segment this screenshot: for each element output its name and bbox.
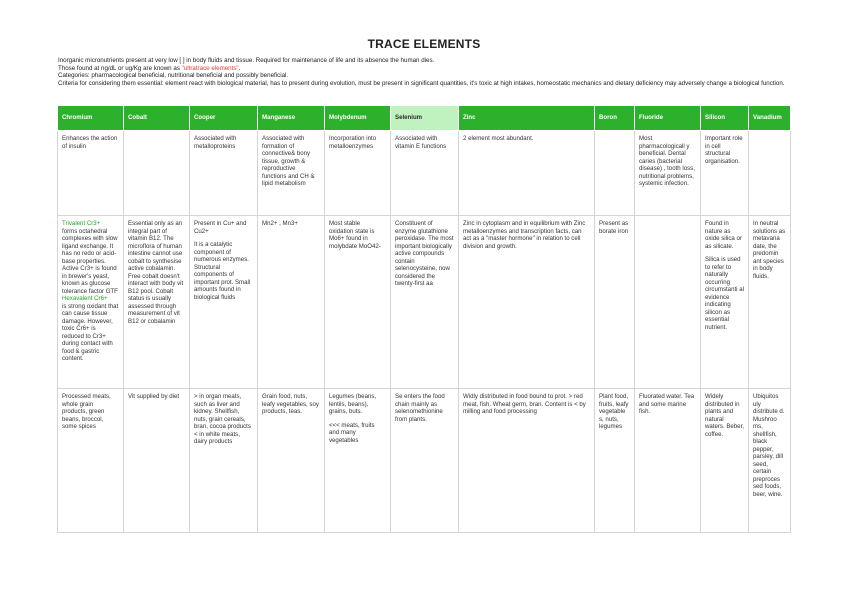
cell-selenium-role: Associated with vitamin E functions (391, 131, 459, 216)
col-header-chromium: Chromium (58, 106, 124, 131)
cell-cobalt-sources: Vit supplied by diet (124, 389, 190, 533)
cell-vanadium-role (749, 131, 791, 216)
molybdenum-sources-2: <<< meats, fruits and many vegetables (329, 421, 375, 444)
cell-fluoride-sources: Fluorated water. Tea and some marine fish. (635, 389, 701, 533)
cell-chromium-role: Enhances the action of insulin (58, 131, 124, 216)
col-header-cobalt: Cobalt (124, 106, 190, 131)
table-row-role (58, 131, 791, 216)
cell-chromium-forms (58, 216, 124, 389)
trivalent-label: Trivalent Cr3+ (62, 220, 101, 227)
ultratrace-highlight: "ultratrace elements" (181, 64, 239, 72)
cell-molybdenum-sources (325, 389, 391, 533)
col-header-manganese: Manganese (258, 106, 325, 131)
cell-fluoride-role: Most pharmacologicall y beneficial. Dental caries (bacterial disease) , tooth loss, nutritional problems, systemic infection. (635, 131, 701, 216)
cell-manganese-forms: Mn2+ , Mn3+ (258, 216, 325, 389)
cell-silicon-sources: Widely distributed in plants and natural waters. Beber, coffee. (701, 389, 749, 533)
cooper-forms-2: It is a catalytic component of numerous enzymes. Structural components of important prot. Small amounts found in biological fluids (194, 241, 251, 301)
cell-cobalt-forms: Essential only as an integral part of vitamin B12. The microflora of human intestine cannot use cobalt to synthesise active cobalamin. Free cobalt doesn't interact with body vit B12 pool. Cobalt status is usually assessed through measurement of vit B12 or cobalamin (124, 216, 190, 389)
cell-manganese-role: Associated with formation of connective& bony tissue, growth & reproductive functions and CH & lipid metabolism (258, 131, 325, 216)
cell-manganese-sources: Grain food, nuts, leafy vegetables, soy products, teas. (258, 389, 325, 533)
col-header-molybdenum: Molybdenum (325, 106, 391, 131)
intro-line-1: Inorganic micronutrients present at very low [ ] in body fluids and tissue. Required for maintenance of life and its absence the human dies. (58, 57, 435, 64)
cell-vanadium-forms: In neutral solutions as metavana date, the predomin ant species in body fluids. (749, 216, 791, 389)
cell-boron-role (595, 131, 635, 216)
intro-line-4: Criteria for considering them essential: element react with biological material, has to present during evolution, must be present in significant quantities, it's toxic at high intakes, homeostatic mechanics and dietary deficiency may adversely change a biological function. (58, 79, 785, 87)
cell-boron-sources: Plant food, fruits, leafy vegetable s, nuts, legumes (595, 389, 635, 533)
cell-zinc-forms: Zinc in cytoplasm and in equilibrium with Zinc metalloenzymes and transcription facts, can act as a "master hormone" in relation to cell division and growth. (459, 216, 595, 389)
cell-cooper-forms (190, 216, 258, 389)
cell-zinc-sources: Widly distributed in food bound to prot. > red meat, fish. Wheat germ, bran. Content is < by milling and food processing (459, 389, 595, 533)
cell-boron-forms: Present as borate iron (595, 216, 635, 389)
hexavalent-label: Hexavalent Cr6+ (62, 295, 108, 302)
cooper-forms-1: Present in Cu+ and Cu2+ (194, 220, 247, 235)
table-row-sources (58, 389, 791, 533)
molybdenum-sources-1: Legumes (beans, lentils, beans), grains, buts. (329, 393, 377, 415)
cell-cooper-sources: > in organ meats, such as liver and kidney. Shellfish, nuts, grain cereals, bran, cocoa products < in white meats, dairy products (190, 389, 258, 533)
intro-text (58, 57, 798, 87)
col-header-vanadium: Vanadium (749, 106, 791, 131)
trivalent-text: forms octahedral complexes with slow ligand exchange. It has no redo or acid-base properties. Active Cr3+ is found in brewer's yeast, known as glucose tolerance factor GTF (62, 227, 118, 295)
cell-molybdenum-role: Incorporation into metalloenzymes (325, 131, 391, 216)
col-header-silicon: Silicon (701, 106, 749, 131)
cell-selenium-forms: Constituent of enzyme glutathione peroxidase. The most important biologically active compounds contain selenocysteine, now considered the twenty-first aa (391, 216, 459, 389)
intro-line-2 (58, 65, 798, 73)
table-row-forms (58, 216, 791, 389)
cell-zinc-role: 2 element most abundant. (459, 131, 595, 216)
silicon-forms-2: Silica is used to refer to naturally occurring circumstanti al evidence indicating silicon as essential nutrient. (705, 256, 744, 331)
cell-fluoride-forms (635, 216, 701, 389)
trace-elements-table (57, 105, 791, 533)
silicon-forms-1: Found in nature as oxide silica or as silicate. (705, 220, 742, 250)
table-header-row (58, 106, 791, 131)
cell-silicon-forms (701, 216, 749, 389)
col-header-zinc: Zinc (459, 106, 595, 131)
intro-line-2-end: . (238, 64, 241, 72)
col-header-selenium: Selenium (391, 106, 459, 131)
intro-line-3: Categories: pharmacological beneficial, nutritional beneficial and possibly beneficial. (58, 72, 289, 80)
cell-cobalt-role (124, 131, 190, 216)
col-header-boron: Boron (595, 106, 635, 131)
cell-molybdenum-forms: Most stable oxidation state is Mo6+ found in molybdate MoO42- (325, 216, 391, 389)
page-title: TRACE ELEMENTS (367, 37, 481, 51)
col-header-fluoride: Fluoride (635, 106, 701, 131)
cell-vanadium-sources: Ubiquitos uly distribute d. Mushroo ms, shellfish, black pepper, parsley, dill seed, certain preproces sed foods, beer, wine. (749, 389, 791, 533)
hexavalent-text: is strong oxidant that can cause tissue damage. However, toxic Cr6+ is reduced to Cr3+ during contact with food & gastric content. (62, 302, 119, 362)
intro-line-2-text: Those found at ng/dL or ug/Kg are known as (58, 64, 182, 72)
col-header-cooper: Cooper (190, 106, 258, 131)
cell-cooper-role: Associated with metalloproteins (190, 131, 258, 216)
cell-silicon-role: Important role in cell structural organisation. (701, 131, 749, 216)
cell-chromium-sources: Processed meats, whole grain products, green beans, broccol, some spices (58, 389, 124, 533)
cell-selenium-sources: Se enters the food chain mainly as selenomethionine from plants. (391, 389, 459, 533)
